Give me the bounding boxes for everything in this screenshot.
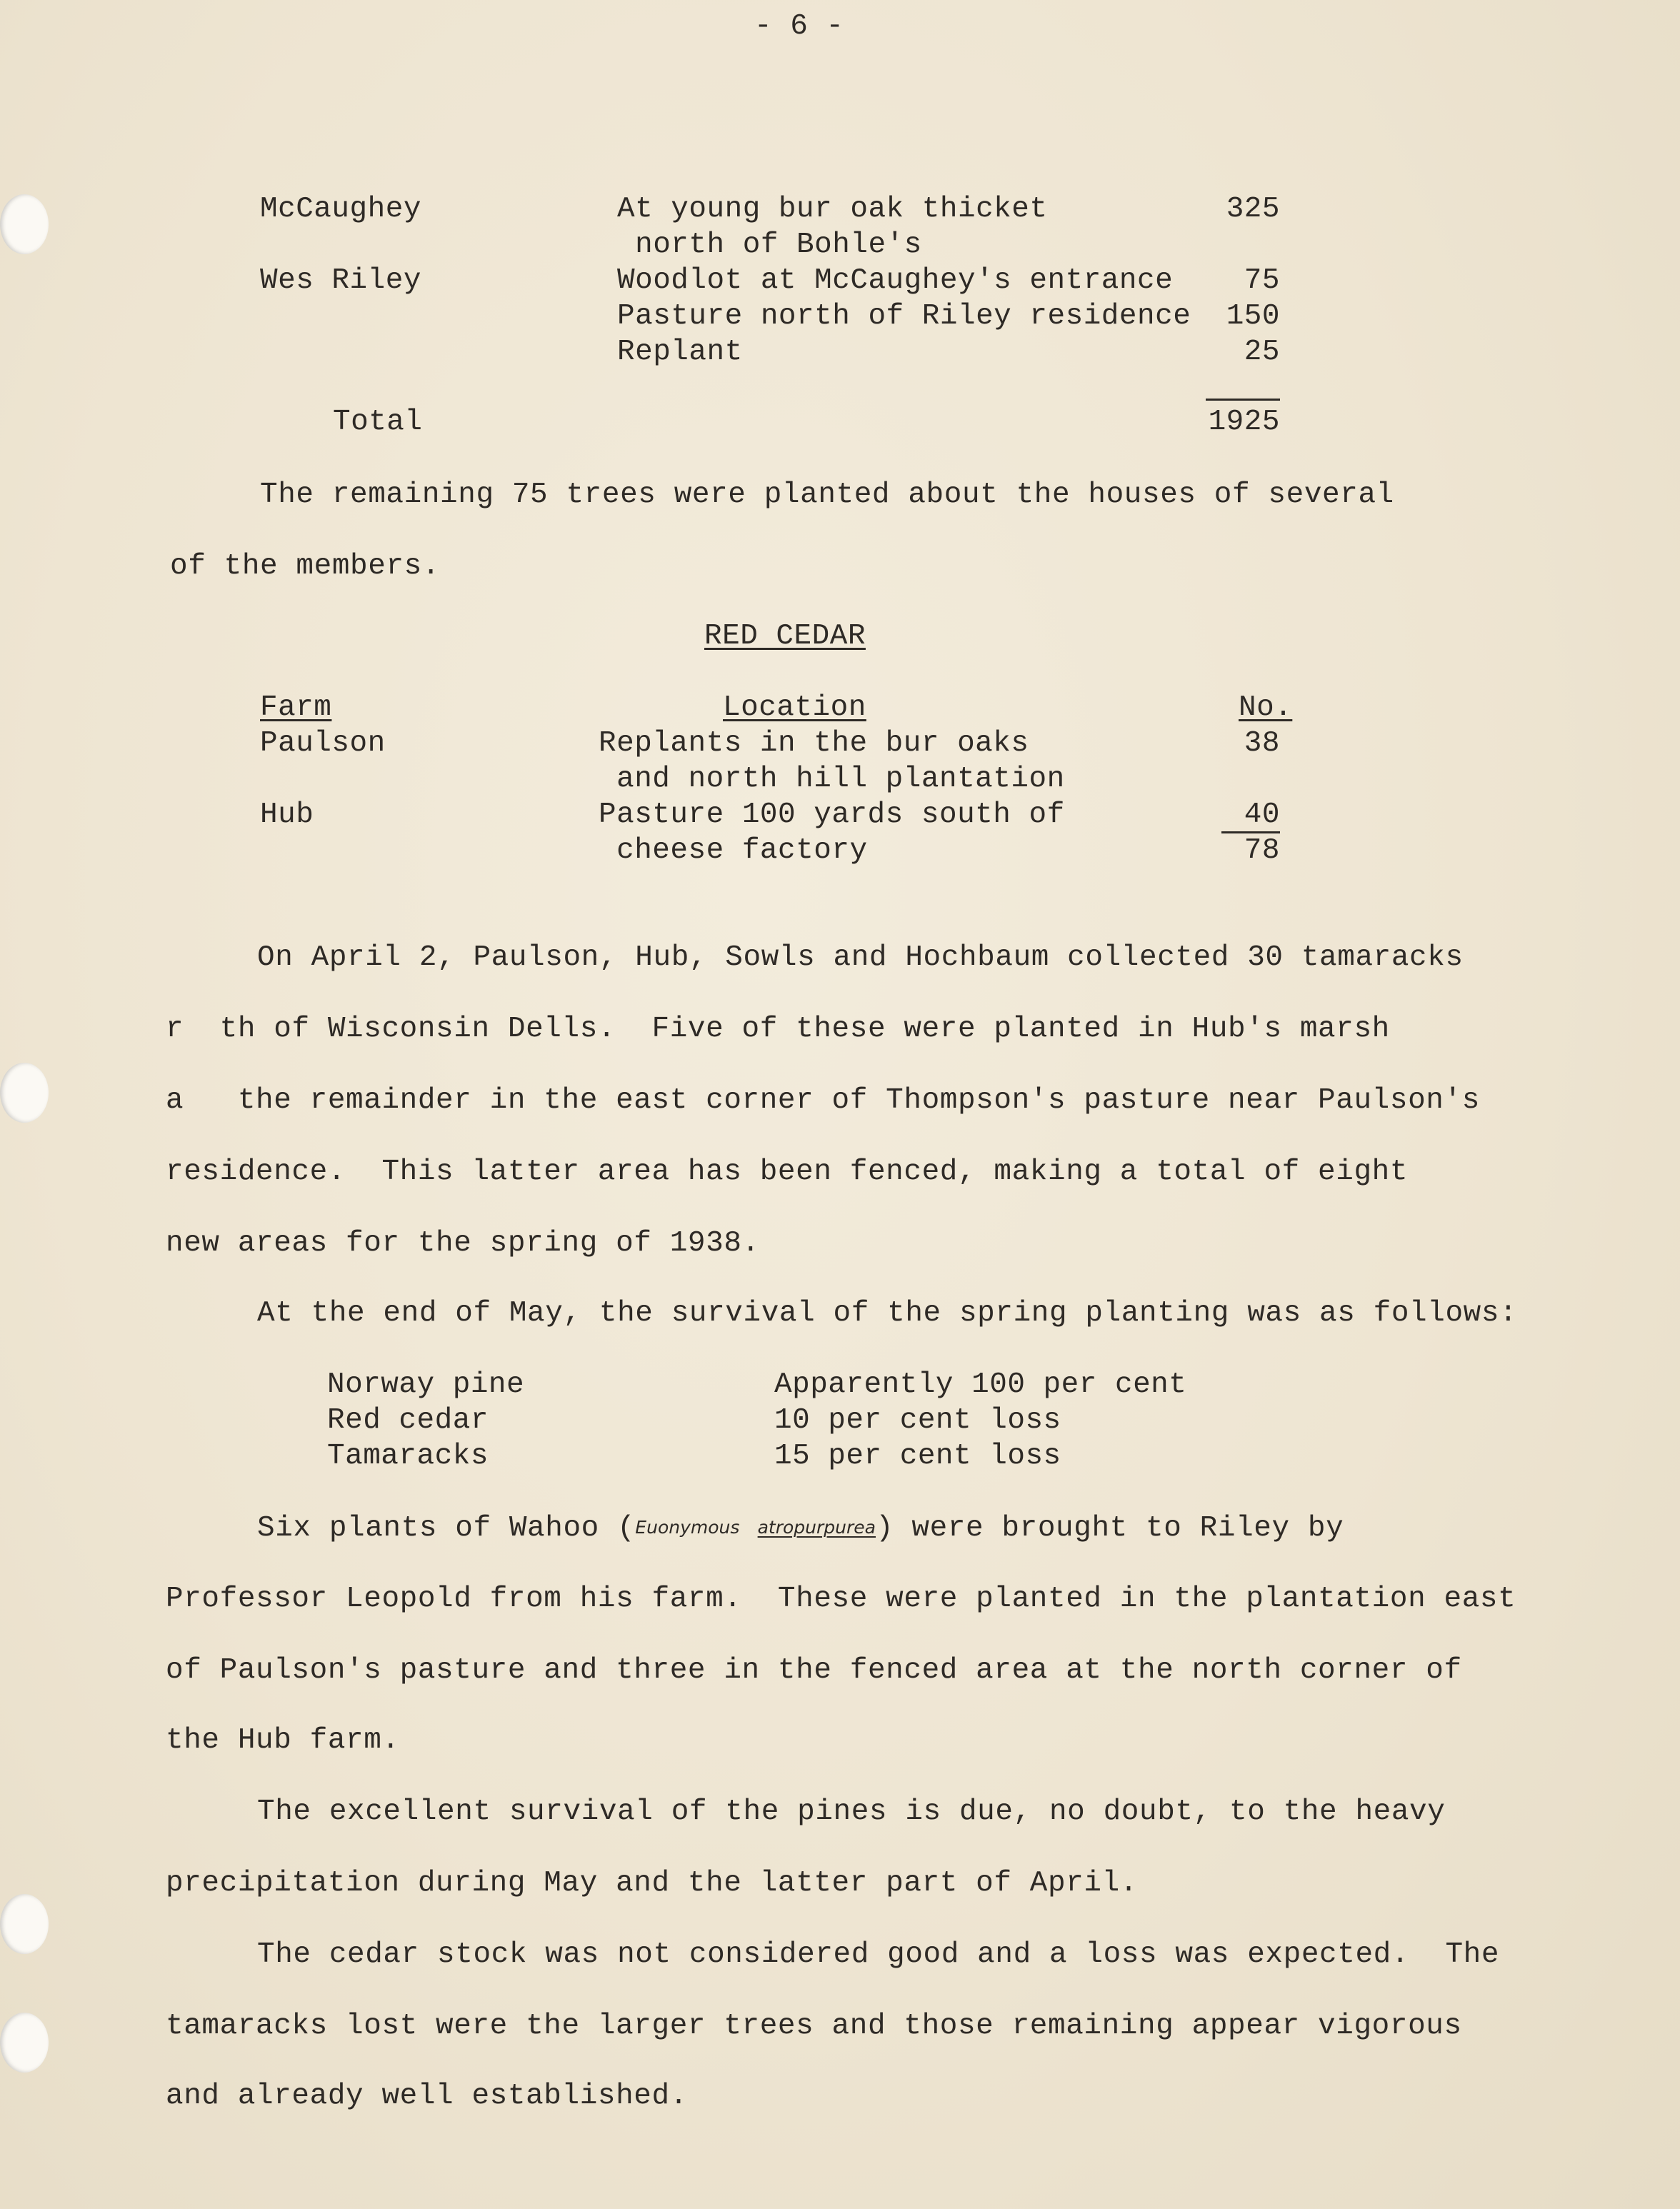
para1-line-1: of the members. bbox=[170, 550, 441, 583]
page-number: - 6 - bbox=[754, 10, 844, 43]
para1-line-0: The remaining 75 trees were planted about the houses of several bbox=[260, 479, 1394, 511]
para2-line-2: a the remainder in the east corner of Thompson's pasture near Paulson's bbox=[166, 1084, 1480, 1117]
para4-line-3: the Hub farm. bbox=[166, 1724, 400, 1757]
survival-result-2: 15 per cent loss bbox=[774, 1440, 1061, 1473]
cedar-location-1: and north hill plantation bbox=[599, 763, 1065, 796]
para2-line-3: residence. This latter area has been fenced, making a total of eight bbox=[166, 1156, 1409, 1188]
cedar-location-0: Replants in the bur oaks bbox=[599, 727, 1029, 760]
para4-text-after: ) were brought to Riley by bbox=[876, 1511, 1344, 1545]
para6-line-1: tamaracks lost were the larger trees and those remaining appear vigorous bbox=[166, 2010, 1462, 2043]
table1-location-2: Woodlot at McCaughey's entrance bbox=[617, 264, 1174, 297]
para2-line-4: new areas for the spring of 1938. bbox=[166, 1227, 760, 1260]
cedar-number-3: 78 bbox=[1244, 834, 1280, 867]
table1-total-value: 1925 bbox=[1208, 406, 1280, 439]
punch-hole bbox=[0, 1063, 49, 1123]
para4-text-before: Six plants of Wahoo ( bbox=[257, 1511, 636, 1545]
cedar-location-2: Pasture 100 yards south of bbox=[599, 798, 1065, 831]
table1-number-2: 75 bbox=[1244, 264, 1280, 297]
table1-total-label: Total bbox=[333, 406, 423, 439]
para4-line-2: of Paulson's pasture and three in the fenced area at the north corner of bbox=[166, 1654, 1462, 1687]
table1-number-4: 25 bbox=[1244, 336, 1280, 369]
table1-farm-2: Wes Riley bbox=[260, 264, 421, 297]
survival-species-2: Tamaracks bbox=[327, 1440, 489, 1473]
punch-hole bbox=[0, 2013, 49, 2073]
para2-line-1: r th of Wisconsin Dells. Five of these were planted in Hub's marsh bbox=[166, 1013, 1390, 1046]
cedar-farm-0: Paulson bbox=[260, 727, 386, 760]
handwritten-genus: Euonymous bbox=[635, 1517, 740, 1538]
para5-line-0: The excellent survival of the pines is due, no doubt, to the heavy bbox=[257, 1795, 1446, 1828]
table1-farm-0: McCaughey bbox=[260, 193, 421, 226]
para3-line: At the end of May, the survival of the spring planting was as follows: bbox=[257, 1297, 1518, 1330]
para4-line-1: Professor Leopold from his farm. These were planted in the plantation east bbox=[166, 1583, 1516, 1616]
para6-line-2: and already well established. bbox=[166, 2080, 688, 2113]
col-farm-header: Farm bbox=[260, 691, 332, 724]
red-cedar-heading: RED CEDAR bbox=[704, 620, 866, 653]
handwritten-species: atropurpurea bbox=[757, 1517, 876, 1538]
col-location-header: Location bbox=[723, 691, 866, 724]
para5-line-1: precipitation during May and the latter part of April. bbox=[166, 1867, 1139, 1900]
table1-location-1: north of Bohle's bbox=[617, 229, 922, 261]
para6-line-0: The cedar stock was not considered good and a loss was expected. The bbox=[257, 1938, 1500, 1971]
survival-species-0: Norway pine bbox=[327, 1368, 525, 1401]
col-no-header: No. bbox=[1239, 691, 1293, 724]
punch-hole bbox=[0, 1894, 49, 1954]
survival-species-1: Red cedar bbox=[327, 1404, 489, 1437]
table1-number-3: 150 bbox=[1226, 300, 1280, 333]
para2-line-0: On April 2, Paulson, Hub, Sowls and Hochbaum collected 30 tamaracks bbox=[257, 941, 1464, 974]
table1-number-0: 325 bbox=[1226, 193, 1280, 226]
table1-location-3: Pasture north of Riley residence bbox=[617, 300, 1191, 333]
table1-location-0: At young bur oak thicket bbox=[617, 193, 1048, 226]
table1-location-4: Replant bbox=[617, 336, 743, 369]
survival-result-0: Apparently 100 per cent bbox=[774, 1368, 1187, 1401]
punch-hole bbox=[0, 194, 49, 254]
total-rule bbox=[1206, 399, 1280, 401]
survival-result-1: 10 per cent loss bbox=[774, 1404, 1061, 1437]
para4-line-0 bbox=[257, 1510, 1344, 1546]
cedar-number-0: 38 bbox=[1244, 727, 1280, 760]
cedar-farm-2: Hub bbox=[260, 798, 314, 831]
cedar-location-3: cheese factory bbox=[599, 834, 868, 867]
cedar-number-2: 40 bbox=[1244, 798, 1280, 831]
